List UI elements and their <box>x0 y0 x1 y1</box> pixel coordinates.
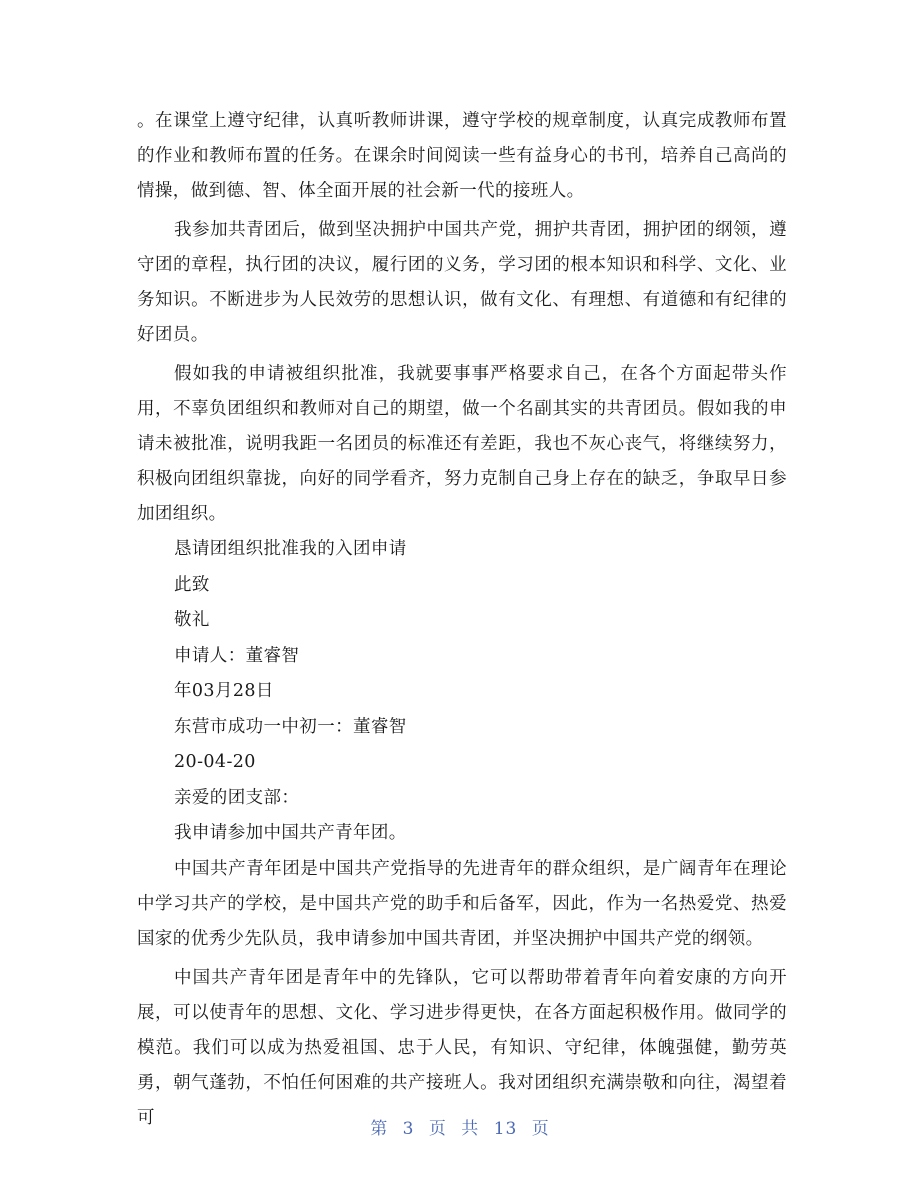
page-footer <box>0 1114 920 1139</box>
footer-word-ye: 页 <box>428 1119 447 1139</box>
paragraph-3: 假如我的申请被组织批准，我就要事事严格要求自己，在各个方面起带头作用，不辜负团组织和教师对自己的期望，做一个名副其实的共青团员。假如我的申请未被批准，说明我距一名团员的标准还有差距，我也不灰心丧气，将继续努力，积极向团组织靠拢，向好的同学看齐，努力克制自己身上存在的缺乏，争取早日参加团组织。 <box>137 364 787 524</box>
paragraph-1: 。在课堂上遵守纪律，认真听教师讲课，遵守学校的规章制度，认真完成教师布置的作业和教师布置的任务。在课余时间阅读一些有益身心的书刊，培养自己高尚的情操，做到德、智、体全面开展的社会新一代的接班人。 <box>137 111 787 201</box>
document-body <box>137 104 787 1136</box>
applicant-name: 申请人：董睿智 <box>174 645 300 666</box>
salutation-cizhi: 此致 <box>174 574 210 595</box>
footer-word-di: 第 <box>370 1119 389 1139</box>
application-date: 年03月28日 <box>174 681 274 701</box>
school-line: 东营市成功一中初一：董睿智 <box>174 716 407 737</box>
greeting-line: 亲爱的团支部： <box>174 787 300 808</box>
footer-word-ye-2: 页 <box>531 1119 550 1139</box>
footer-page-number: 3 <box>402 1119 415 1139</box>
paragraph-5: 中国共产青年团是青年中的先锋队，它可以帮助带着青年向着安康的方向开展，可以使青年的思想、文化、学习进步得更快，在各方面起积极作用。做同学的模范。我们可以成为热爱祖国、忠于人民，有知识、守纪律，体魄强健，勤劳英勇，朝气蓬勃，不怕任何困难的共产接班人。我对团组织充满崇敬和向往，渴望着可 <box>137 967 787 1128</box>
salutation-jingli: 敬礼 <box>174 610 210 630</box>
paragraph-4: 中国共产青年团是中国共产党指导的先进青年的群众组织，是广阔青年在理论中学习共产的学校，是中国共产党的助手和后备军，因此，作为一名热爱党、热爱国家的优秀少先队员，我申请参加中国共青团，并坚决拥护中国共产党的纲领。 <box>137 858 787 949</box>
footer-total-pages: 13 <box>493 1119 518 1139</box>
paragraph-2: 我参加共青团后，做到坚决拥护中国共产党，拥护共青团，拥护团的纲领，遵守团的章程，执行团的决议，履行团的义务，学习团的根本知识和科学、文化、业务知识。不断进步为人民效劳的思想认识，做有文化、有理想、有道德和有纪律的好团员。 <box>137 220 787 345</box>
second-date: 20-04-20 <box>174 752 256 772</box>
request-line: 恳请团组织批准我的入团申请 <box>174 539 407 559</box>
footer-word-gong: 共 <box>461 1119 480 1139</box>
apply-statement: 我申请参加中国共产青年团。 <box>174 823 407 843</box>
